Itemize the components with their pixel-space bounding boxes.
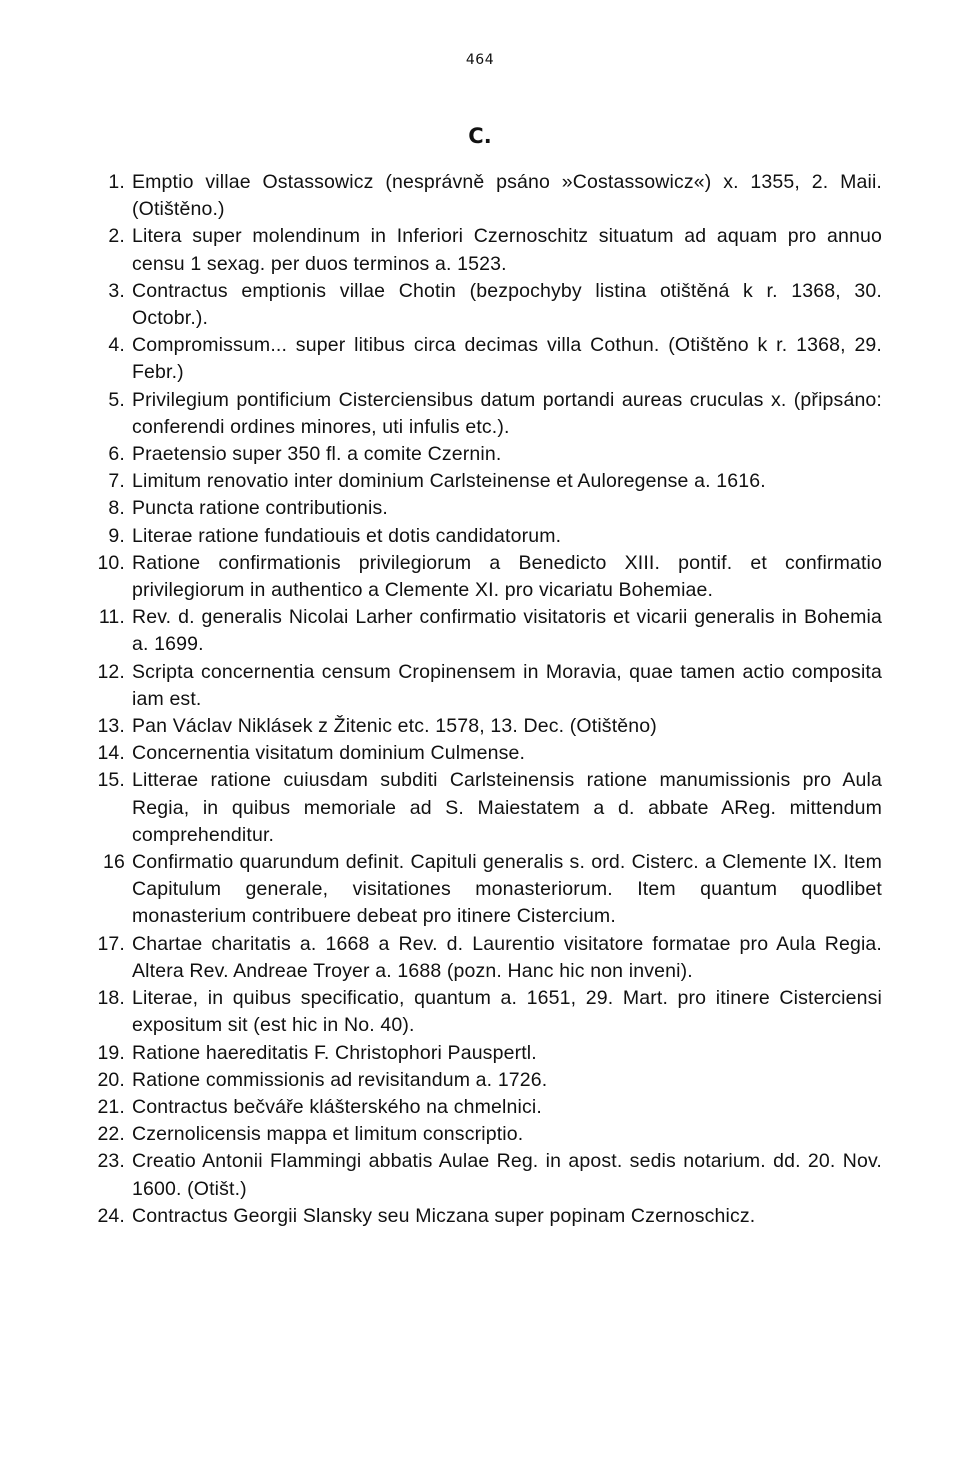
- list-item: [79, 604, 882, 658]
- entry-text: Compromissum... super litibus circa decimas villa Cothun. (Otištěno k r. 1368, 29. Febr.): [132, 334, 882, 384]
- entry-text: Privilegium pontificium Cisterciensibus datum portandi aureas cruculas x. (připsáno: conferendi ordines minores, uti infulis etc.).: [132, 388, 882, 438]
- entry-text: Pan Václav Niklásek z Žitenic etc. 1578, 13. Dec. (Otištěno): [132, 715, 657, 738]
- entry-text: Praetensio super 350 fl. a comite Czernin.: [132, 443, 502, 466]
- entry-number: 14.: [97, 742, 125, 765]
- entry-text: Puncta ratione contributionis.: [132, 497, 388, 520]
- entry-text: Ratione haereditatis F. Christophori Pauspertl.: [132, 1041, 537, 1064]
- entry-number: 1.: [108, 171, 125, 193]
- entry-number: 13.: [97, 715, 125, 738]
- list-item: [79, 1067, 882, 1094]
- entry-number: 7.: [108, 470, 125, 493]
- entry-text: Ratione confirmationis privilegiorum a Benedicto XIII. pontif. et confirmatio privilegiorum in authentico a Clemente XI. pro vicariatu Bohemiae.: [132, 551, 882, 602]
- list-item: [79, 985, 882, 1039]
- entry-text: Scripta concernentia censum Cropinensem in Moravia, quae tamen actio composita iam est.: [132, 660, 882, 710]
- entry-text: Chartae charitatis a. 1668 a Rev. d. Laurentio visitatore formatae pro Aula Regia. Altera Rev. Andreae Troyer a. 1688 (pozn. Hanc hic non inveni).: [132, 932, 882, 982]
- list-item: [79, 332, 882, 386]
- entry-text: Litera super molendinum in Inferiori Czernoschitz situatum ad aquam pro annuo censu 1 sexag. per duos terminos a. 1523.: [132, 225, 882, 275]
- entry-number: 16: [103, 851, 125, 874]
- entry-text: Rev. d. generalis Nicolai Larher confirmatio visitatoris et vicarii generalis in Bohemia a. 1699.: [132, 606, 882, 656]
- entry-text: Limitum renovatio inter dominium Carlsteinense et Auloregense a. 1616.: [132, 470, 766, 493]
- entry-number: 22.: [97, 1123, 125, 1146]
- page-number: 464: [465, 52, 495, 68]
- entry-list: [79, 169, 882, 1230]
- entry-number: 17.: [97, 932, 125, 955]
- section-heading: C.: [468, 124, 492, 148]
- list-item: [79, 1203, 882, 1230]
- list-item: [79, 713, 882, 740]
- list-item: [79, 767, 882, 849]
- list-item: [79, 1094, 882, 1121]
- list-item: [79, 441, 882, 468]
- list-item: [79, 169, 882, 223]
- entry-text: Litterae ratione cuiusdam subditi Carlsteinensis ratione manumissionis pro Aula Regia, in quibus memoriale ad S. Maiestatem a d. abbate AReg. mittendum comprehenditur.: [132, 769, 882, 846]
- list-item: [79, 495, 882, 522]
- list-item: [79, 468, 882, 495]
- entry-text: Literae ratione fundatiouis et dotis candidatorum.: [132, 524, 562, 547]
- entry-number: 3.: [108, 279, 125, 302]
- entry-number: 24.: [97, 1204, 125, 1227]
- list-item: [79, 1040, 882, 1067]
- entry-number: 12.: [97, 660, 125, 683]
- entry-number: 4.: [108, 334, 125, 357]
- entry-number: 8.: [108, 497, 125, 520]
- list-item: [79, 1148, 882, 1202]
- list-item: [79, 387, 882, 441]
- entry-number: 18.: [97, 987, 125, 1010]
- entry-number: 21.: [97, 1095, 125, 1118]
- entry-text: Literae, in quibus specificatio, quantum a. 1651, 29. Mart. pro itinere Cisterciensi expositum sit (est hic in No. 40).: [132, 987, 882, 1037]
- entry-number: 15.: [97, 769, 125, 792]
- entry-text: Contractus Georgii Slansky seu Miczana super popinam Czernoschicz.: [132, 1204, 756, 1227]
- entry-number: 11.: [98, 606, 125, 629]
- list-item: [79, 223, 882, 277]
- list-item: [79, 278, 882, 332]
- list-item: [79, 550, 882, 604]
- entry-number: 10.: [97, 551, 125, 574]
- entry-number: 23.: [97, 1150, 125, 1173]
- entry-text: Ratione commissionis ad revisitandum a. 1726.: [132, 1068, 548, 1091]
- list-item: [79, 740, 882, 767]
- entry-text: Confirmatio quarundum definit. Capituli generalis s. ord. Cisterc. a Clemente IX. Item Capitulum generale, visitationes monasteriorum. Item quantum quodlibet monasterium contribuere debeat pro itinere Cistercium.: [132, 851, 882, 928]
- list-item: [79, 931, 882, 985]
- entry-text: Contractus bečváře klášterského na chmelnici.: [132, 1095, 542, 1118]
- entry-number: 9.: [108, 524, 125, 547]
- list-item: [79, 659, 882, 713]
- entry-text: Czernolicensis mappa et limitum conscriptio.: [132, 1123, 524, 1146]
- entry-text: Contractus emptionis villae Chotin (bezpochyby listina otištěná k r. 1368, 30. Octobr.).: [132, 279, 882, 330]
- entry-number: 19.: [97, 1041, 125, 1064]
- list-item: [79, 523, 882, 550]
- entry-text: Creatio Antonii Flammingi abbatis Aulae Reg. in apost. sedis notarium. dd. 20. Nov. 1600. (Otišt.): [132, 1150, 882, 1200]
- list-item: [79, 1121, 882, 1148]
- entry-text: Emptio villae Ostassowicz (nesprávně psáno »Costassowicz«) x. 1355, 2. Maii. (Otištěno.): [132, 171, 882, 221]
- entry-number: 6.: [108, 443, 125, 466]
- entry-number: 2.: [108, 225, 125, 248]
- list-item: [79, 849, 882, 931]
- entry-number: 20.: [97, 1068, 125, 1091]
- entry-text: Concernentia visitatum dominium Culmense.: [132, 742, 526, 765]
- entry-number: 5.: [108, 388, 125, 411]
